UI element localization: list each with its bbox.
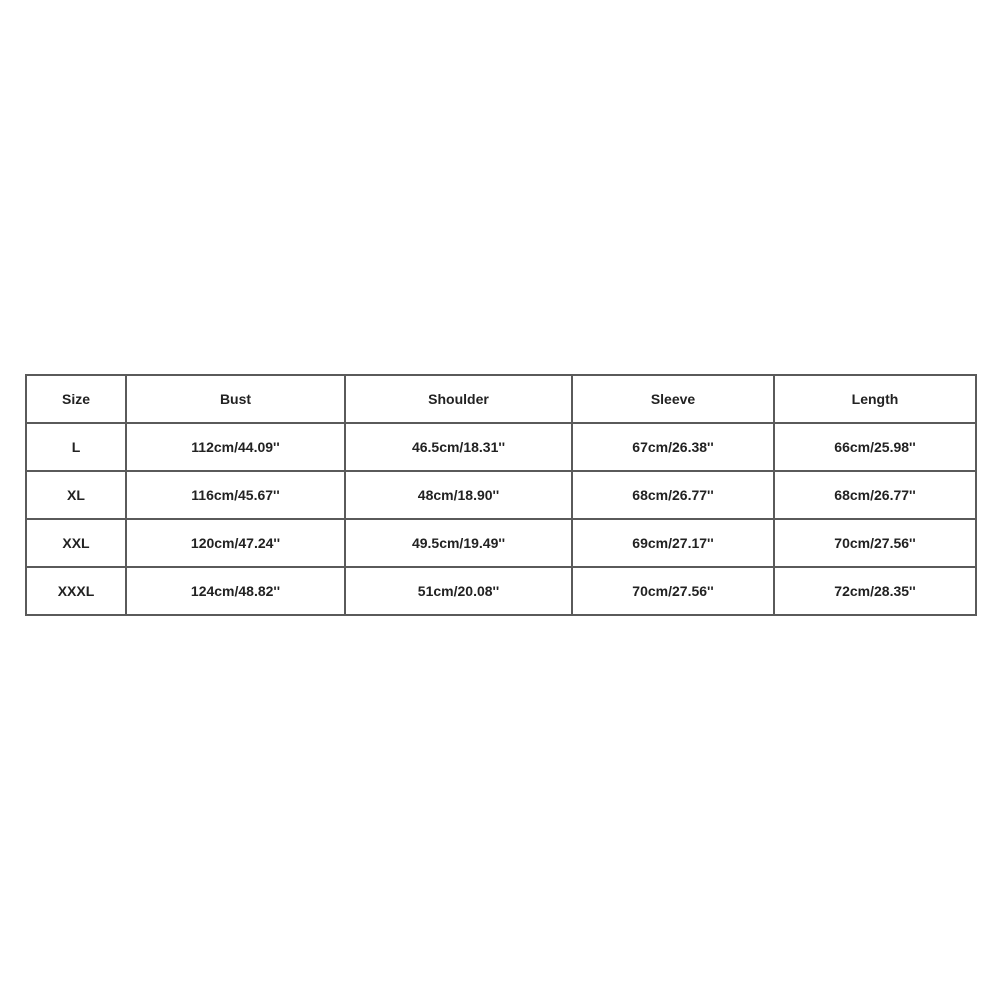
bust-cell: 112cm/44.09'' [126, 423, 345, 471]
shoulder-cell: 51cm/20.08'' [345, 567, 572, 615]
size-cell: L [26, 423, 126, 471]
header-bust: Bust [126, 375, 345, 423]
size-cell: XXL [26, 519, 126, 567]
size-chart-table [25, 374, 977, 616]
table-row [26, 471, 976, 519]
length-cell: 66cm/25.98'' [774, 423, 976, 471]
shoulder-cell: 48cm/18.90'' [345, 471, 572, 519]
shoulder-cell: 46.5cm/18.31'' [345, 423, 572, 471]
size-chart-header [26, 375, 976, 423]
header-row [26, 375, 976, 423]
header-shoulder: Shoulder [345, 375, 572, 423]
sleeve-cell: 70cm/27.56'' [572, 567, 774, 615]
size-chart-body [26, 423, 976, 615]
table-row [26, 567, 976, 615]
shoulder-cell: 49.5cm/19.49'' [345, 519, 572, 567]
size-cell: XL [26, 471, 126, 519]
bust-cell: 120cm/47.24'' [126, 519, 345, 567]
length-cell: 70cm/27.56'' [774, 519, 976, 567]
sleeve-cell: 69cm/27.17'' [572, 519, 774, 567]
sleeve-cell: 67cm/26.38'' [572, 423, 774, 471]
header-length: Length [774, 375, 976, 423]
bust-cell: 124cm/48.82'' [126, 567, 345, 615]
bust-cell: 116cm/45.67'' [126, 471, 345, 519]
size-cell: XXXL [26, 567, 126, 615]
header-size: Size [26, 375, 126, 423]
length-cell: 68cm/26.77'' [774, 471, 976, 519]
table-row [26, 519, 976, 567]
length-cell: 72cm/28.35'' [774, 567, 976, 615]
table-row [26, 423, 976, 471]
sleeve-cell: 68cm/26.77'' [572, 471, 774, 519]
header-sleeve: Sleeve [572, 375, 774, 423]
